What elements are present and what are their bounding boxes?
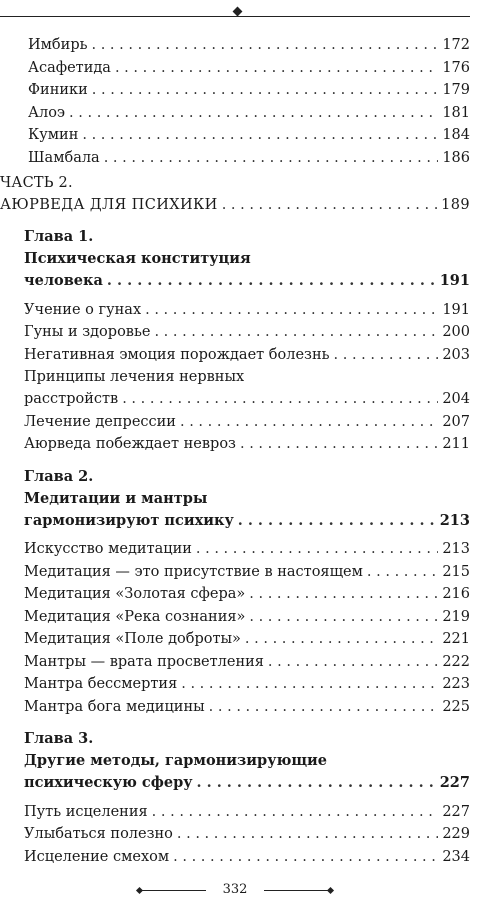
- toc-entry-page: 203: [442, 346, 470, 363]
- dot-leader: [334, 344, 439, 367]
- part-title: АЮРВЕДА ДЛЯ ПСИХИКИ: [0, 197, 218, 213]
- toc-entry-page: 221: [442, 631, 470, 647]
- dot-leader: [69, 102, 438, 125]
- toc-entry-title: Исцеление смехом: [24, 848, 170, 865]
- chapter-label: Глава 2.: [24, 467, 94, 485]
- dot-leader: [238, 510, 436, 533]
- toc-entry-title: Аюрведа побеждает невроз: [24, 436, 236, 452]
- toc-entry-title: Мантра бога медицины: [24, 698, 205, 715]
- toc-entry-page: 222: [442, 653, 470, 670]
- toc-entry-title: Шамбала: [28, 149, 100, 166]
- toc-entry-page: 181: [442, 104, 470, 121]
- toc-entry: [0, 846, 470, 869]
- chapter-page: 227: [439, 774, 470, 791]
- toc-entry-title: Медитация «Золотая сфера»: [24, 586, 246, 602]
- toc-entry: [0, 299, 470, 322]
- toc-entry: [0, 57, 470, 80]
- dot-leader: [240, 433, 438, 456]
- toc-entry-title: Имбирь: [28, 37, 88, 53]
- footer-diamond-ornament: [327, 887, 334, 894]
- dot-leader: [115, 57, 438, 80]
- dot-leader: [107, 270, 436, 293]
- toc-entry: [0, 321, 470, 344]
- toc-entry-page: 213: [442, 541, 470, 557]
- dot-leader: [268, 651, 438, 674]
- chapter-label: Глава 3.: [24, 730, 94, 747]
- toc-entry: [0, 628, 470, 651]
- chapter-title-line: человека: [24, 272, 103, 289]
- toc-entry-page: 204: [442, 391, 470, 407]
- dot-leader: [181, 673, 438, 696]
- toc-entry-page: 216: [442, 586, 470, 602]
- toc-entry-page: 200: [442, 324, 470, 340]
- dot-leader: [145, 299, 438, 322]
- footer-rule: [264, 890, 330, 891]
- toc-entry-page: 191: [442, 301, 470, 318]
- toc-entry: [0, 147, 470, 170]
- page-number: 332: [222, 882, 248, 897]
- dot-leader: [245, 628, 438, 651]
- chapter-title-line: Другие методы, гармонизирующие: [24, 752, 328, 769]
- toc-entry-title: Негативная эмоция порождает болезнь: [24, 346, 330, 363]
- dot-leader: [249, 583, 438, 606]
- toc-entry-title: Улыбаться полезно: [24, 826, 173, 842]
- toc-entry: [0, 102, 470, 125]
- toc-entry-title: Мантры — врата просветления: [24, 653, 264, 670]
- toc-entry: [0, 673, 470, 696]
- toc-entry-title-cont: расстройств: [24, 391, 119, 407]
- chapter-title-line: Психическая конституция: [24, 250, 251, 267]
- table-of-contents: [0, 34, 470, 868]
- header-diamond-ornament: [233, 7, 243, 17]
- toc-entry: [0, 561, 470, 584]
- toc-entry-title: Мантра бессмертия: [24, 676, 178, 692]
- page-footer: [0, 880, 470, 900]
- toc-entry-title: Принципы лечения нервных: [24, 369, 245, 385]
- toc-entry: [0, 124, 470, 147]
- part-label: ЧАСТЬ 2.: [0, 175, 73, 191]
- chapter-page: 213: [439, 511, 470, 529]
- dot-leader: [197, 772, 436, 795]
- toc-entry: [0, 388, 470, 411]
- toc-entry-page: 215: [442, 563, 470, 580]
- toc-entry-page: 225: [442, 698, 470, 715]
- toc-entry-title: Медитация — это присутствие в настоящем: [24, 563, 363, 580]
- dot-leader: [196, 538, 438, 561]
- toc-entry-title: Гуны и здоровье: [24, 324, 151, 340]
- dot-leader: [249, 606, 438, 629]
- dot-leader: [154, 321, 438, 344]
- toc-entry-title: Путь исцеления: [24, 803, 148, 820]
- toc-entry: [0, 34, 470, 57]
- toc-entry-title: Учение о гунах: [24, 301, 142, 318]
- chapter-page: 191: [439, 272, 470, 289]
- chapter-label: Глава 1.: [24, 228, 94, 245]
- part-entry: [0, 194, 470, 216]
- toc-entry-page: 229: [442, 826, 470, 842]
- toc-entry: [0, 696, 470, 719]
- chapter-title-entry: [0, 510, 470, 533]
- toc-entry-page: 184: [442, 127, 470, 143]
- dot-leader: [180, 411, 438, 434]
- toc-entry-title: Финики: [28, 82, 88, 98]
- toc-entry: [0, 433, 470, 456]
- dot-leader: [104, 147, 439, 170]
- footer-rule: [140, 890, 206, 891]
- toc-entry: [0, 823, 470, 846]
- dot-leader: [173, 846, 438, 869]
- dot-leader: [92, 79, 439, 102]
- toc-entry-title: Асафетида: [28, 59, 111, 76]
- chapter-title-line: психическую сферу: [24, 774, 193, 791]
- toc-entry: [0, 538, 470, 561]
- part-page: 189: [441, 197, 470, 213]
- toc-entry-page: 172: [442, 37, 470, 53]
- toc-entry-page: 234: [442, 848, 470, 865]
- toc-entry-page: 227: [442, 803, 470, 820]
- toc-entry-title: Лечение депрессии: [24, 413, 176, 430]
- toc-entry: [0, 411, 470, 434]
- toc-entry-page: 179: [442, 82, 470, 98]
- toc-entry-page: 223: [442, 676, 470, 692]
- chapter-title-entry: [0, 270, 470, 293]
- dot-leader: [82, 124, 438, 147]
- dot-leader: [209, 696, 439, 719]
- toc-entry: [0, 801, 470, 824]
- toc-entry-title: Искусство медитации: [24, 541, 192, 557]
- toc-entry-title: Алоэ: [28, 104, 66, 121]
- toc-entry: [0, 651, 470, 674]
- toc-entry-page: 176: [442, 59, 470, 76]
- dot-leader: [122, 388, 438, 411]
- toc-entry-page: 207: [442, 413, 470, 430]
- chapter-title-line: гармонизируют психику: [24, 511, 234, 529]
- dot-leader: [92, 34, 439, 57]
- dot-leader: [367, 561, 438, 584]
- toc-entry-page: 186: [442, 149, 470, 166]
- toc-entry: [0, 344, 470, 367]
- chapter-title-line: Медитации и мантры: [24, 489, 208, 507]
- toc-entry-title: Медитация «Река сознания»: [24, 608, 246, 625]
- dot-leader: [222, 194, 437, 216]
- dot-leader: [177, 823, 438, 846]
- chapter-title-entry: [0, 772, 470, 795]
- header-rule: [0, 16, 470, 17]
- toc-entry: [0, 583, 470, 606]
- toc-entry-page: 211: [442, 436, 470, 452]
- toc-entry-title: Медитация «Поле доброты»: [24, 631, 241, 647]
- toc-entry: [0, 606, 470, 629]
- toc-entry: [0, 79, 470, 102]
- toc-entry-page: 219: [442, 608, 470, 625]
- dot-leader: [152, 801, 439, 824]
- toc-entry-title: Кумин: [28, 127, 79, 143]
